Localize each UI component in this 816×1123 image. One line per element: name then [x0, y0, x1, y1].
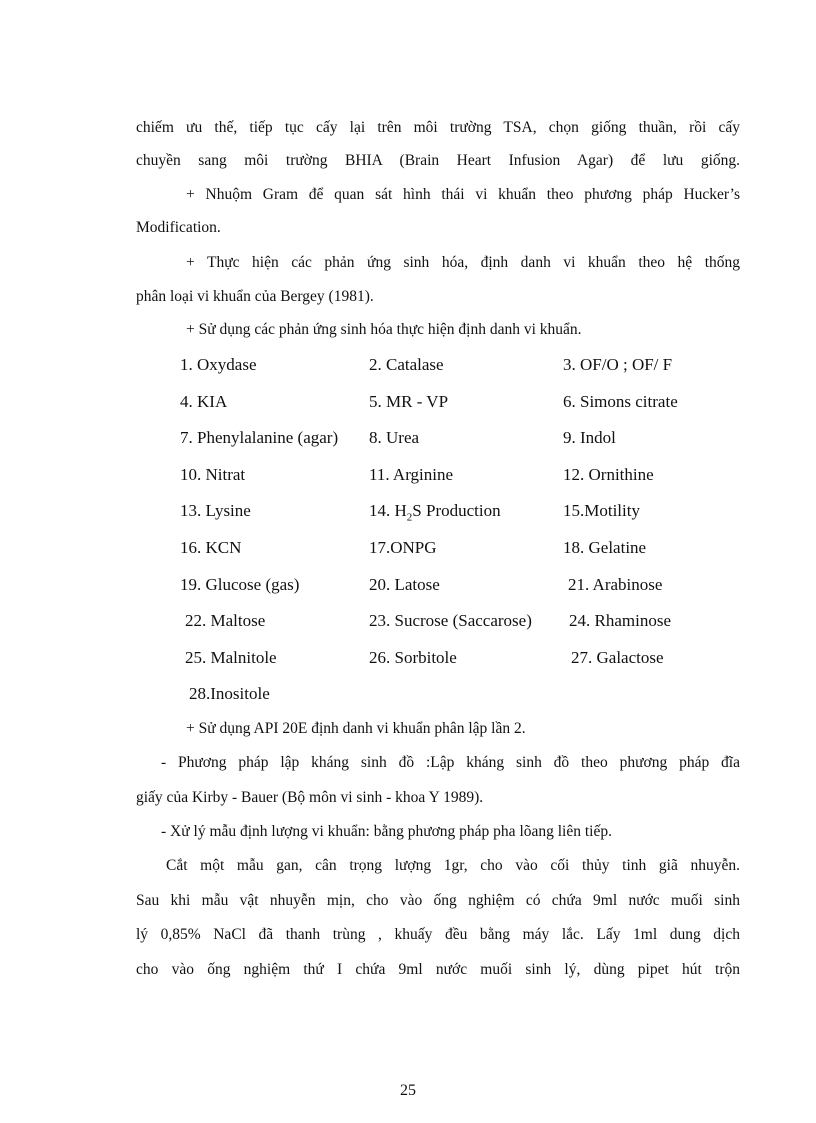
test-item: 18. Gelatine	[563, 538, 647, 557]
test-item-suffix: S Production	[412, 501, 501, 520]
test-item: 9. Indol	[563, 428, 616, 447]
test-item: 15.Motility	[563, 501, 640, 520]
test-item: 16. KCN	[180, 538, 242, 557]
test-item: 19. Glucose (gas)	[180, 575, 300, 594]
test-item: 17.ONPG	[369, 538, 437, 557]
test-item-prefix: 14. H	[369, 501, 407, 520]
test-item: 8. Urea	[369, 428, 420, 447]
test-item: 6. Simons citrate	[563, 392, 678, 411]
paragraph-line: chuyền sang môi trường BHIA (Brain Heart Infusion Agar) để lưu giống.	[136, 152, 740, 169]
paragraph-line: Cắt một mẫu gan, cân trọng lượng 1gr, cho vào cối thủy tinh giã nhuyễn.	[166, 857, 740, 874]
test-item: 21. Arabinose	[568, 575, 663, 594]
paragraph-line: chiếm ưu thế, tiếp tục cấy lại trên môi trường TSA, chọn giống thuần, rồi cấy	[136, 119, 740, 136]
test-item: 26. Sorbitole	[369, 648, 457, 667]
test-item-subscript: 2	[406, 511, 413, 524]
test-item: 10. Nitrat	[180, 465, 246, 484]
paragraph-line: Sau khi mẫu vật nhuyễn mịn, cho vào ống nghiệm có chứa 9ml nước muối sinh	[136, 892, 740, 909]
paragraph-line: + Sử dụng API 20E định danh vi khuẩn phân lập lần 2.	[186, 720, 526, 737]
paragraph-line: + Sử dụng các phản ứng sinh hóa thực hiện định danh vi khuẩn.	[186, 321, 582, 338]
test-item: 7. Phenylalanine (agar)	[180, 428, 339, 447]
test-item: 2. Catalase	[369, 355, 444, 374]
test-item: 12. Ornithine	[563, 465, 654, 484]
test-item	[369, 501, 501, 524]
test-item: 28.Inositole	[189, 684, 270, 703]
paragraph-line: cho vào ống nghiệm thứ I chứa 9ml nước muối sinh lý, dùng pipet hút trộn	[136, 961, 740, 978]
paragraph-line: lý 0,85% NaCl đã thanh trùng , khuấy đều bằng máy lắc. Lấy 1ml dung dịch	[136, 926, 740, 943]
paragraph-line: + Thực hiện các phản ứng sinh hóa, định danh vi khuẩn theo hệ thống	[186, 254, 740, 271]
paragraph-line: phân loại vi khuẩn của Bergey (1981).	[136, 288, 374, 305]
page-number: 25	[400, 1082, 416, 1099]
test-item: 23. Sucrose (Saccarose)	[369, 611, 532, 630]
test-item: 13. Lysine	[180, 501, 251, 520]
test-item: 27. Galactose	[571, 648, 664, 667]
paragraph-line: giấy của Kirby - Bauer (Bộ môn vi sinh - khoa Y 1989).	[136, 789, 484, 806]
test-item: 24. Rhaminose	[569, 611, 671, 630]
test-item: 5. MR - VP	[369, 392, 449, 411]
test-item: 20. Latose	[369, 575, 440, 594]
paragraph-line: + Nhuộm Gram để quan sát hình thái vi khuẩn theo phương pháp Hucker’s	[186, 186, 740, 203]
test-item: 3. OF/O ; OF/ F	[563, 355, 673, 374]
paragraph-line: - Phương pháp lập kháng sinh đồ :Lập kháng sinh đồ theo phương pháp đĩa	[161, 754, 740, 771]
paragraph-line: - Xử lý mẫu định lượng vi khuẩn: bằng phương pháp pha lõang liên tiếp.	[161, 823, 612, 840]
test-item: 25. Malnitole	[185, 648, 277, 667]
test-item: 11. Arginine	[369, 465, 454, 484]
paragraph-line: Modification.	[136, 219, 221, 236]
test-item: 4. KIA	[180, 392, 228, 411]
test-item: 1. Oxydase	[180, 355, 257, 374]
test-item: 22. Maltose	[185, 611, 266, 630]
